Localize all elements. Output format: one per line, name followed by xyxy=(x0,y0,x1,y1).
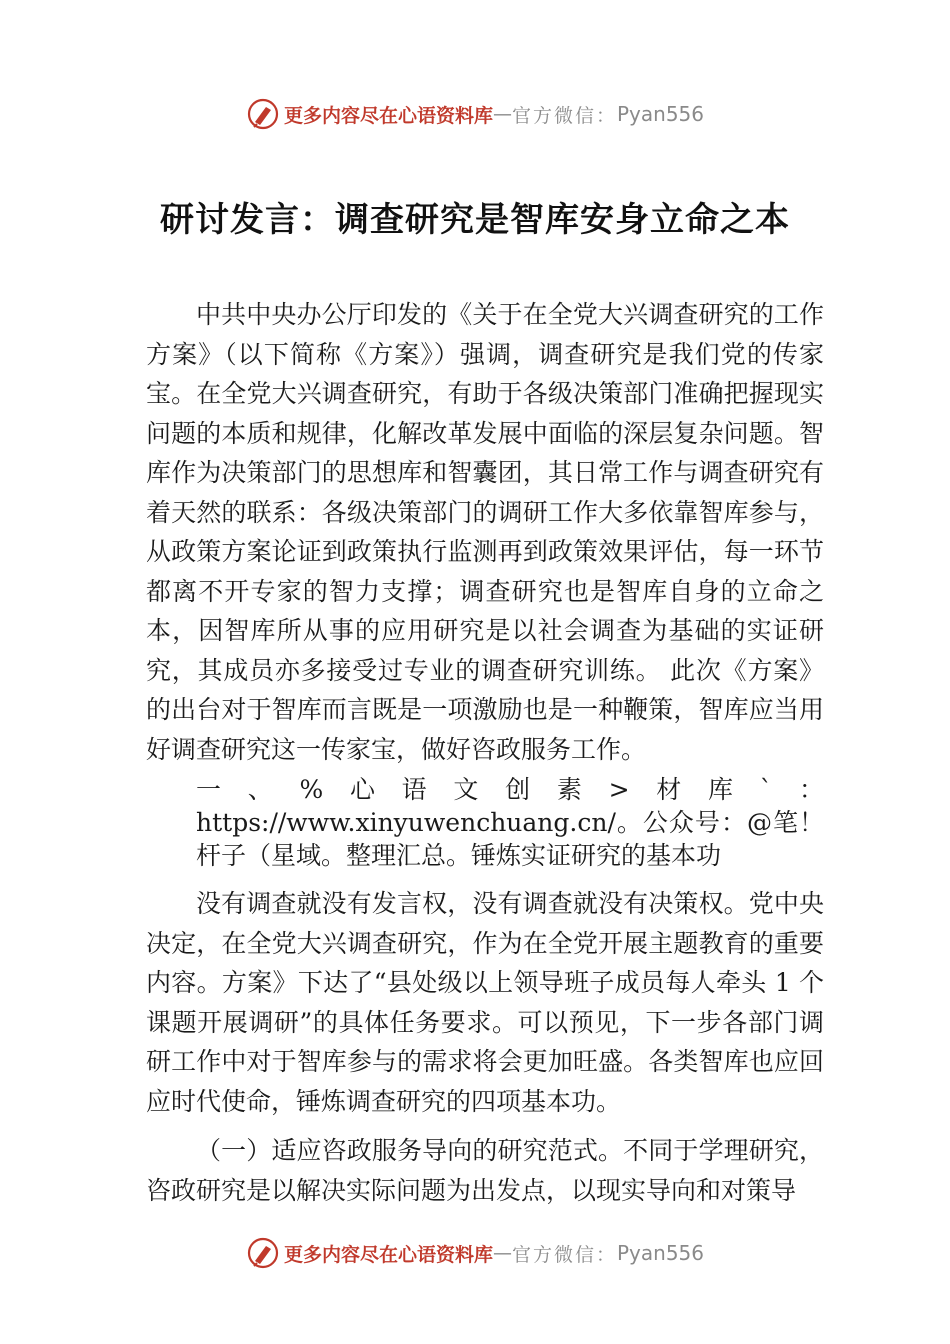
footer-banner xyxy=(0,1233,950,1273)
banner-wechat-label: 官方微信： xyxy=(511,1243,617,1266)
banner-separator: — xyxy=(492,103,512,125)
pen-nib-circle-icon xyxy=(246,1236,280,1270)
section-heading-1: 一、%心语文创素>材库`：https://www.xinyuwenchuang.cn/。公众号：@笔！杆子（星域。整理汇总。锤炼实证研究的基本功 xyxy=(196,775,824,870)
banner-wechat-id: Pyan556 xyxy=(617,1241,705,1265)
banner-separator: — xyxy=(492,1242,512,1264)
pen-nib-circle-icon xyxy=(246,97,280,131)
paragraph-subsection-1: （一）适应咨政服务导向的研究范式。不同于学理研究，咨政研究是以解决实际问题为出发点，以现实导向和对策导 xyxy=(146,1136,824,1205)
paragraph-section-1: 没有调查就没有发言权，没有调查就没有决策权。党中央决定，在全党大兴调查研究，作为在全党开展主题教育的重要内容。方案》下达了“县处级以上领导班子成员每人牵头 1 个课题开展调研”的具体任务要求。可以预见，下一步各部门调研工作中对于智库参与的需求将会更加旺盛。各类智库也应回应时代使命，锤炼调查研究的四项基本功。 xyxy=(146,889,824,1116)
header-banner xyxy=(0,94,950,134)
document-body xyxy=(146,295,824,1210)
document-title: 研讨发言：调查研究是智库安身立命之本 xyxy=(160,200,790,240)
banner-brand-text: 更多内容尽在心语资料库 xyxy=(283,104,493,127)
paragraph-intro: 中共中央办公厅印发的《关于在全党大兴调查研究的工作方案》（以下简称《方案》）强调，调查研究是我们党的传家宝。在全党大兴调查研究，有助于各级决策部门准确把握现实问题的本质和规律，化解改革发展中面临的深层复杂问题。智库作为决策部门的思想库和智囊团，其日常工作与调查研究有着天然的联系：各级决策部门的调研工作大多依靠智库参与，从政策方案论证到政策执行监测再到政策效果评估，每一环节都离不开专家的智力支撑；调查研究也是智库自身的立命之本，因智库所从事的应用研究是以社会调查为基础的实证研究，其成员亦多接受过专业的调查研究训练。 此次《方案》的出台对于智库而言既是一项激励也是一种鞭策，智库应当用好调查研究这一传家宝，做好咨政服务工作。 xyxy=(146,300,824,764)
banner-wechat-id: Pyan556 xyxy=(617,102,705,126)
banner-brand-text: 更多内容尽在心语资料库 xyxy=(283,1243,493,1266)
banner-wechat-label: 官方微信： xyxy=(511,104,617,127)
